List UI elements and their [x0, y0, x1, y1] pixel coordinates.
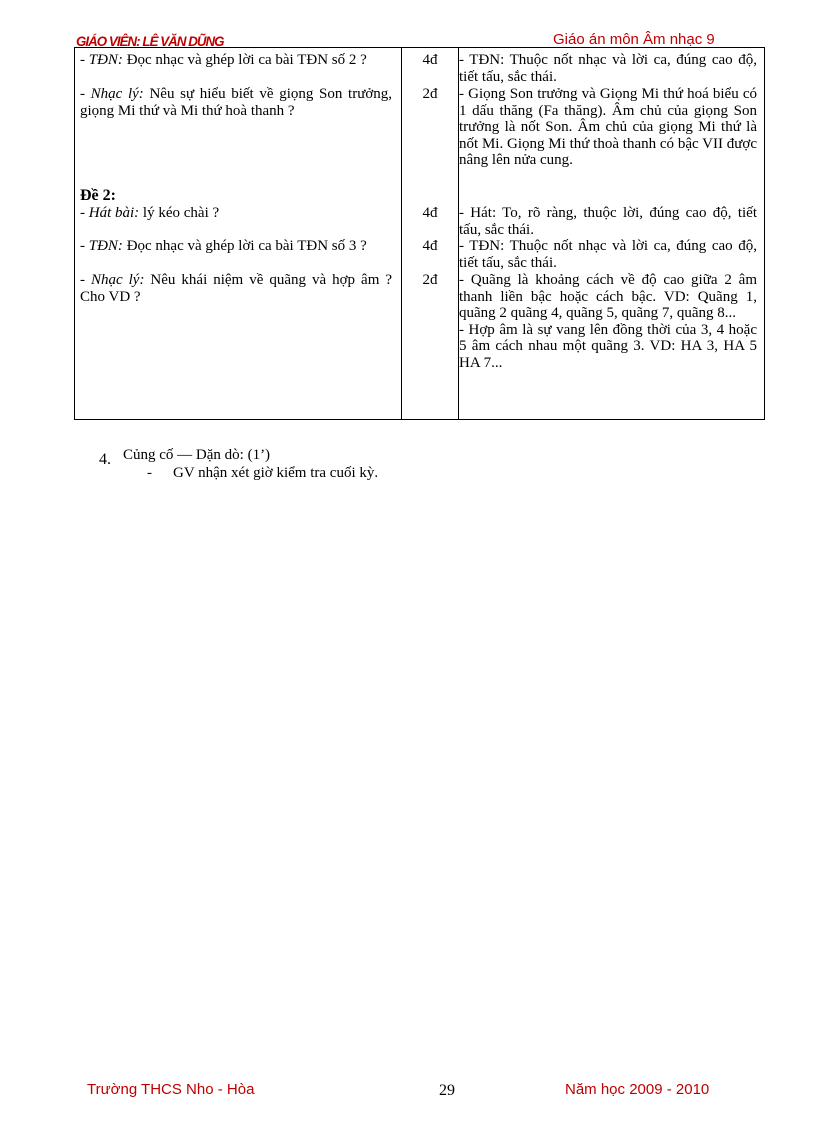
- section-number: 4.: [99, 451, 111, 468]
- exam-variant-heading: Đề 2:: [80, 187, 116, 204]
- question-cell: - Hát bài: lý kéo chài ?: [80, 205, 220, 221]
- score-cell: 4đ: [422, 52, 438, 68]
- footer-page-number: 29: [439, 1082, 455, 1099]
- answer-paragraph: - Quãng là khoảng cách về độ cao giữa 2 âm thanh liền bậc hoặc cách bậc. VD: Quãng 1, quãng 2 quãng 4, quãng 5, quãng 7, quãng 8...: [459, 272, 757, 321]
- table-divider: [401, 48, 402, 419]
- score-cell: 4đ: [422, 238, 438, 254]
- footer-school: Trường THCS Nho - Hòa: [87, 1081, 255, 1098]
- question-cell: - TĐN: Đọc nhạc và ghép lời ca bài TĐN số 2 ?: [80, 52, 367, 68]
- score-cell: 2đ: [422, 272, 438, 288]
- score-cell: 2đ: [422, 86, 438, 102]
- list-item: [147, 464, 378, 482]
- section-title: Củng cố — Dặn dò: (1’): [123, 447, 271, 463]
- answer-cell: - TĐN: Thuộc nốt nhạc và lời ca, đúng cao độ, tiết tấu, sắc thái.: [459, 52, 757, 85]
- answer-cell: - Giọng Son trưởng và Giọng Mi thứ hoá biểu có 1 dấu thăng (Fa thăng). Âm chủ của giọng Son trưởng là nốt Son. Âm chủ của giọng Mi thứ là nốt Mi. Giọng Mi thứ thoà thanh có bậc VII được nâng lên nửa cung.: [459, 86, 757, 168]
- answer-paragraph: - Hợp âm là sự vang lên đồng thời của 3, 4 hoặc 5 âm cách nhau một quãng 3. VD: HA 3, HA 5 HA 7...: [459, 321, 757, 371]
- answer-cell: - Hát: To, rõ ràng, thuộc lời, đúng cao độ, tiết tấu, sắc thái.: [459, 205, 757, 238]
- answer-cell: [459, 272, 757, 371]
- answer-cell: - TĐN: Thuộc nốt nhạc và lời ca, đúng cao độ, tiết tấu, sắc thái.: [459, 238, 757, 271]
- header-teacher-name: GIÁO VIÊN: LÊ VĂN DŨNG: [76, 33, 224, 49]
- list-item-text: GV nhận xét giờ kiểm tra cuối kỳ.: [173, 465, 379, 481]
- question-cell: - Nhạc lý: Nêu khái niệm về quãng và hợp âm ? Cho VD ?: [80, 272, 392, 305]
- list-bullet: -: [147, 465, 152, 481]
- exam-answer-table: [74, 47, 765, 420]
- header-subject-title: Giáo án môn Âm nhạc 9: [553, 31, 715, 48]
- question-cell: - Nhạc lý: Nêu sự hiểu biết về giọng Son trưởng, giọng Mi thứ và Mi thứ hoà thanh ?: [80, 86, 393, 119]
- question-cell: - TĐN: Đọc nhạc và ghép lời ca bài TĐN số 3 ?: [80, 238, 367, 254]
- footer-school-year: Năm học 2009 - 2010: [565, 1081, 710, 1098]
- score-cell: 4đ: [422, 205, 438, 221]
